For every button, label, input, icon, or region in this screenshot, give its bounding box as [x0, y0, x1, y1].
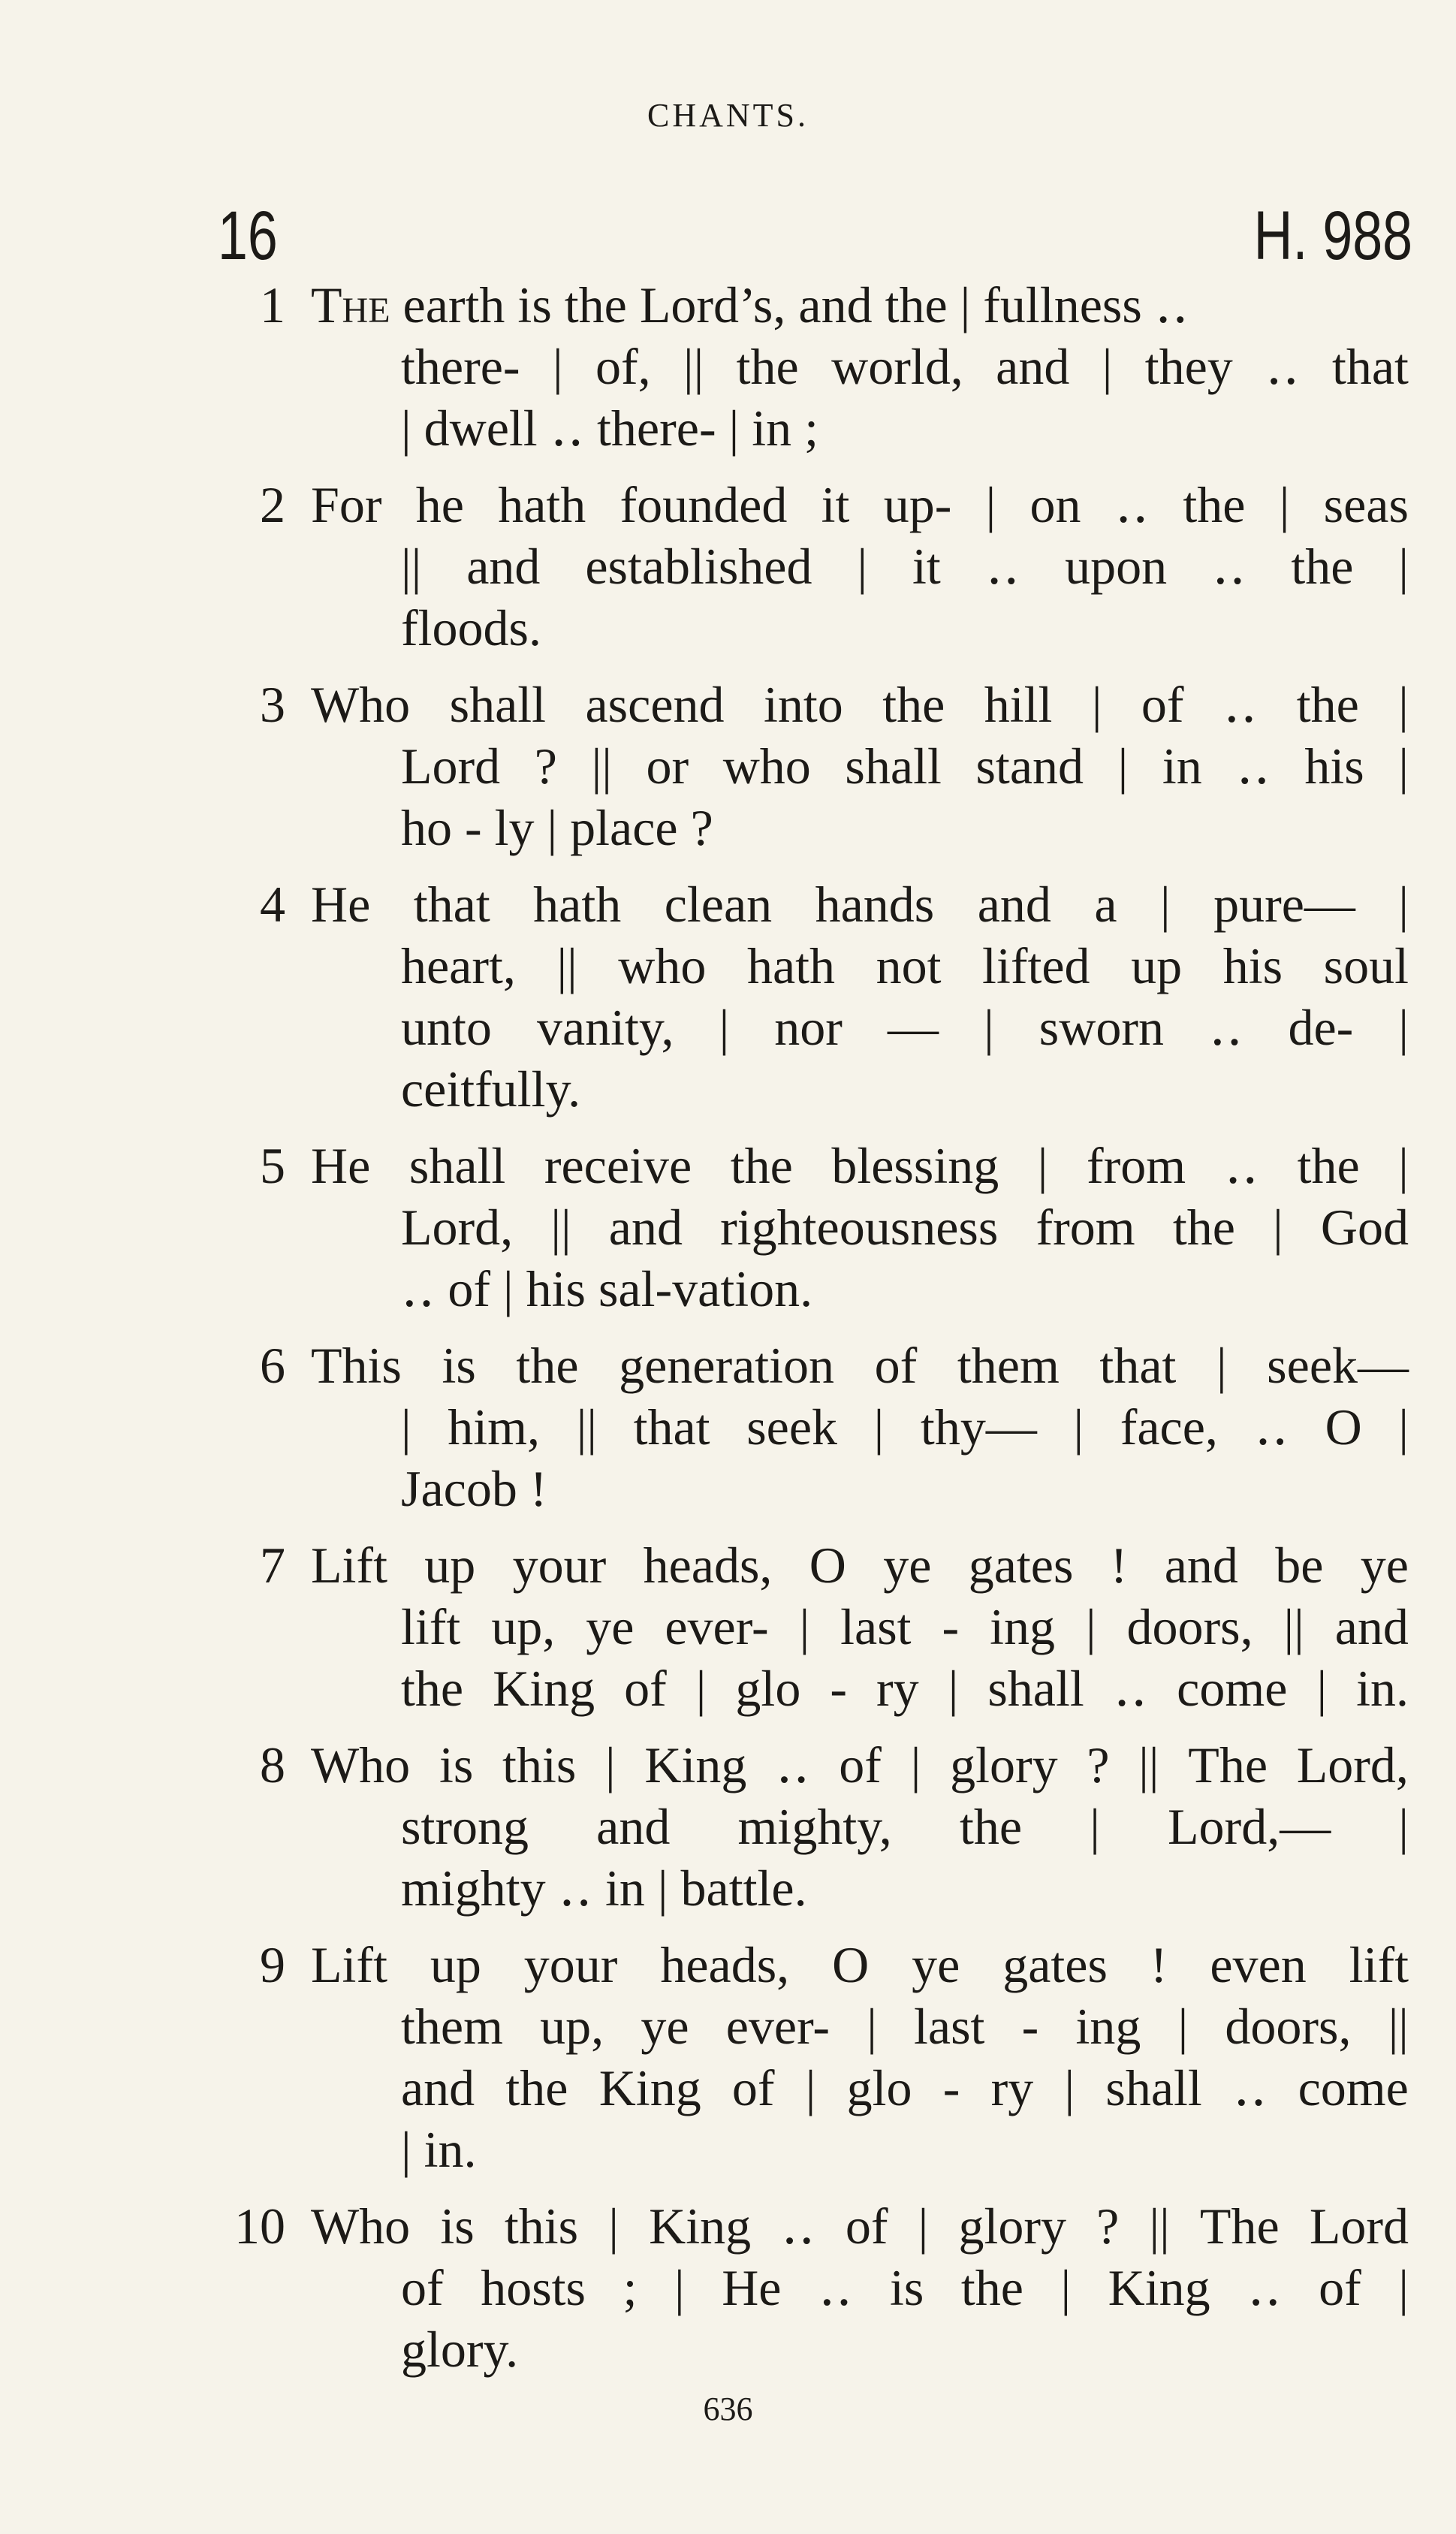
- verse-line: | dwell ‥ there- | in ;: [401, 400, 818, 457]
- verse-line: glory.: [401, 2321, 519, 2378]
- verse-1: [0, 274, 1456, 459]
- verse-number: 10: [234, 2198, 285, 2255]
- verse-line: Lord ? || or who shall stand | in ‥ his |: [401, 738, 1409, 795]
- verse-line: unto vanity, | nor — | sworn ‥ de- |: [401, 999, 1409, 1056]
- verse-line: of hosts ; | He ‥ is the | King ‥ of |: [401, 2259, 1409, 2316]
- verse-line: ‥ of | his sal-vation.: [401, 1260, 813, 1317]
- verse-line: mighty ‥ in | battle.: [401, 1860, 807, 1917]
- verse-5: [0, 1135, 1456, 1320]
- verse-line: He that hath clean hands and a | pure— |: [311, 876, 1409, 933]
- verse-line: Jacob !: [401, 1460, 547, 1517]
- verse-line: [311, 274, 1409, 336]
- verse-line: strong and mighty, the | Lord,— |: [401, 1798, 1409, 1855]
- hymn-reference: H. 988: [1253, 198, 1412, 274]
- verse-line: Lift up your heads, O ye gates ! and be ye: [311, 1537, 1409, 1594]
- verse-line: them up, ye ever- | last - ing | doors, ||: [401, 1998, 1409, 2055]
- verse-line: lift up, ye ever- | last - ing | doors, || and: [401, 1598, 1409, 1655]
- verse-line: This is the generation of them that | seek—: [311, 1337, 1409, 1394]
- verse-6: [0, 1335, 1456, 1519]
- verse-number: 9: [260, 1936, 285, 1993]
- verse-line: there- | of, || the world, and | they ‥ that: [401, 338, 1409, 395]
- verse-number: 5: [260, 1137, 285, 1194]
- verse-line: Who is this | King ‥ of | glory ? || The Lord,: [311, 1736, 1409, 1793]
- verse-lead-word: The: [311, 276, 390, 333]
- verse-8: [0, 1734, 1456, 1919]
- verse-line: heart, || who hath not lifted up his soul: [401, 937, 1409, 994]
- verse-line: | in.: [401, 2121, 477, 2178]
- verse-line: floods.: [401, 599, 541, 656]
- verse-3: [0, 674, 1456, 858]
- verse-line: and the King of | glo - ry | shall ‥ come: [401, 2059, 1409, 2116]
- verse-line: Lift up your heads, O ye gates ! even lift: [311, 1936, 1409, 1993]
- verse-line: He shall receive the blessing | from ‥ the |: [311, 1137, 1409, 1194]
- verse-2: [0, 474, 1456, 659]
- verse-4: [0, 873, 1456, 1120]
- verse-number: 8: [260, 1736, 285, 1793]
- verse-line: Who is this | King ‥ of | glory ? || The Lord: [311, 2198, 1409, 2255]
- chant-number: 16: [218, 198, 278, 274]
- verse-number: 4: [260, 876, 285, 933]
- verse-number: 2: [260, 476, 285, 533]
- verse-line: | him, || that seek | thy— | face, ‥ O |: [401, 1398, 1409, 1456]
- verse-line: For he hath founded it up- | on ‥ the | seas: [311, 476, 1409, 533]
- verse-10: [0, 2195, 1456, 2380]
- verse-line: Lord, || and righteousness from the | God: [401, 1199, 1409, 1256]
- verse-7: [0, 1534, 1456, 1719]
- verse-9: [0, 1934, 1456, 2180]
- verse-line: the King of | glo - ry | shall ‥ come | in.: [401, 1660, 1409, 1717]
- page-number: 636: [703, 2391, 753, 2427]
- verse-list: [0, 274, 1456, 2395]
- verse-number: 1: [260, 276, 285, 333]
- running-head: CHANTS.: [647, 97, 809, 134]
- verse-line: Who shall ascend into the hill | of ‥ the |: [311, 676, 1409, 733]
- verse-line: ho - ly | place ?: [401, 799, 713, 856]
- verse-line: ceitfully.: [401, 1060, 581, 1118]
- verse-number: 7: [260, 1537, 285, 1594]
- verse-number: 3: [260, 676, 285, 733]
- verse-number: 6: [260, 1337, 285, 1394]
- verse-line-text: earth is the Lord’s, and the | fullness ‥: [390, 276, 1189, 333]
- verse-line: || and established | it ‥ upon ‥ the |: [401, 538, 1409, 595]
